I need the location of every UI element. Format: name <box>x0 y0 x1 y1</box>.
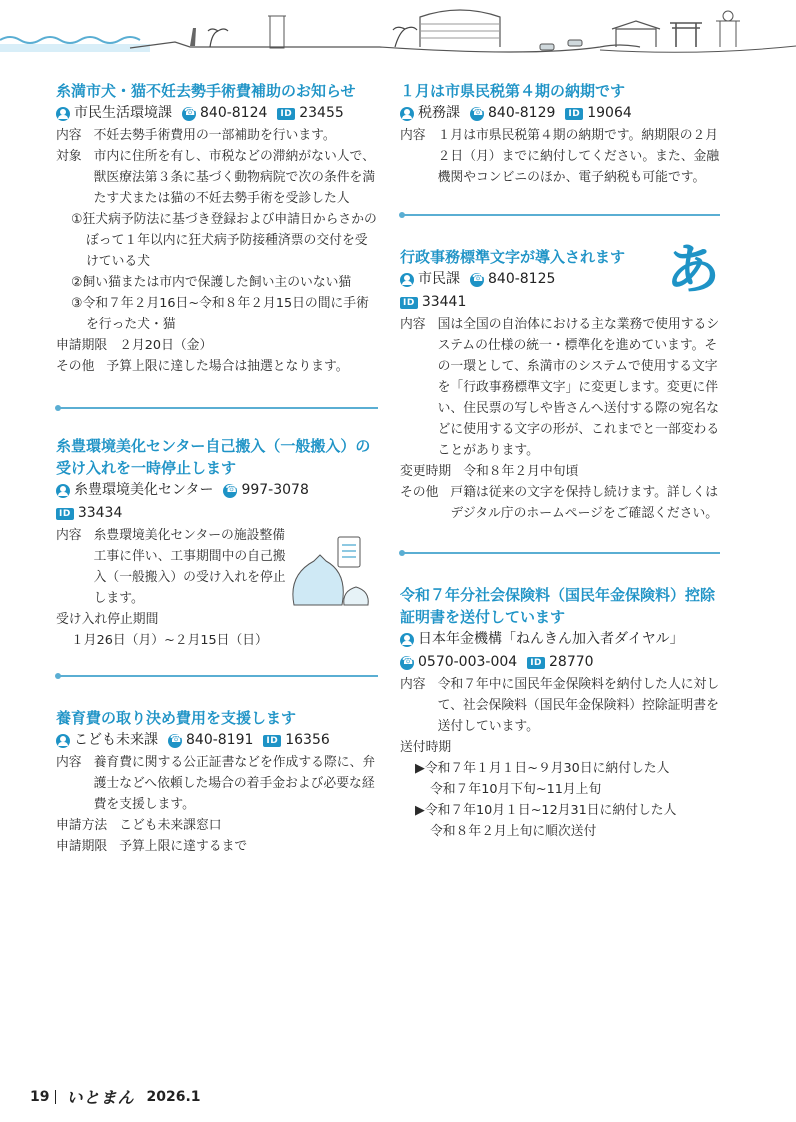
section-divider <box>56 675 378 677</box>
article-title: 養育費の取り決め費用を支援します <box>56 709 297 727</box>
schedule-item-date: 令和８年２月上旬に順次送付 <box>430 824 597 839</box>
id-search-icon: ID <box>565 108 583 120</box>
article-pension-deduction-certificate <box>400 584 720 842</box>
condition-item: ③令和７年２月16日~令和８年２月15日の間に手術を行った犬・猫 <box>71 296 369 332</box>
person-icon <box>400 273 414 287</box>
article-body <box>400 674 720 842</box>
label-naiyo: 内容 <box>400 677 426 692</box>
condition-item: ①狂犬病予防法に基づき登録および申請日からさかのぼって１年以内に狂犬病予防接種済票の交付を受けている犬 <box>71 212 377 269</box>
contact-row <box>400 268 640 314</box>
article-title: 糸満市犬・猫不妊去勢手術費補助のお知らせ <box>56 82 356 100</box>
article-title: 行政事務標準文字が導入されます <box>400 248 626 266</box>
naiyo-text: 令和７年中に国民年金保険料を納付した人に対して、社会保険料（国民年金保険料）控除証明書を送付しています。 <box>437 677 720 734</box>
article-body <box>56 525 378 651</box>
right-column <box>400 80 720 842</box>
label-naiyo: 内容 <box>400 128 426 143</box>
contact-row <box>56 102 378 125</box>
page-id: 23455 <box>299 105 344 121</box>
footer-divider <box>55 1090 56 1104</box>
id-search-icon: ID <box>400 297 418 309</box>
label-sonota: その他 <box>400 485 439 500</box>
label-jiki: 変更時期 <box>400 464 452 479</box>
label-kigen: 申請期限 <box>56 839 108 854</box>
page-id: 19064 <box>587 105 632 121</box>
label-naiyo: 内容 <box>400 317 426 332</box>
phone-number: 0570-003-004 <box>418 654 518 670</box>
article-body <box>400 125 720 188</box>
article-body <box>56 125 378 377</box>
article-waste-center-suspension <box>56 435 378 651</box>
dept-name: 糸豊環境美化センター <box>74 482 214 498</box>
label-sonota: その他 <box>56 359 95 374</box>
article-title: 令和７年分社会保険料（国民年金保険料）控除証明書を送付しています <box>400 586 716 626</box>
jiki-text: 令和８年２月中旬頃 <box>463 464 579 479</box>
magazine-logo: いとまん <box>66 1088 135 1107</box>
phone-icon <box>400 656 414 670</box>
article-body <box>56 752 378 857</box>
person-icon <box>56 484 70 498</box>
person-icon <box>400 107 414 121</box>
article-resident-tax-deadline <box>400 80 720 188</box>
phone-number: 840-8191 <box>186 732 254 748</box>
phone-number: 840-8124 <box>200 105 268 121</box>
schedule-item: ▶令和７年１月１日~９月30日に納付した人 <box>415 761 670 776</box>
person-icon <box>56 734 70 748</box>
phone-icon <box>470 273 484 287</box>
id-search-icon: ID <box>56 508 74 520</box>
article-title: 糸豊環境美化センター自己搬入（一般搬入）の受け入れを一時停止します <box>56 437 371 477</box>
contact-row <box>400 102 720 125</box>
sonota-text: 戸籍は従来の文字を保持し続けます。詳しくはデジタル庁のホームページをご確認ください。 <box>450 485 719 521</box>
naiyo-text: 不妊去勢手術費用の一部補助を行います。 <box>93 128 336 143</box>
phone-number: 997-3078 <box>241 482 309 498</box>
id-search-icon: ID <box>263 735 281 747</box>
dept-name: 市民課 <box>418 271 460 287</box>
contact-row <box>400 628 720 674</box>
phone-icon <box>223 484 237 498</box>
label-kigen: 申請期限 <box>56 338 108 353</box>
article-standard-characters <box>400 238 720 524</box>
naiyo-text: 養育費に関する公正証書などを作成する際に、弁護士などへ依頼した場合の着手金および必要な経費を支援します。 <box>93 755 376 812</box>
page-footer <box>30 1085 201 1108</box>
page-id: 33434 <box>77 505 123 521</box>
left-column <box>56 80 378 857</box>
phone-icon <box>168 734 182 748</box>
page-id: 28770 <box>549 654 594 670</box>
label-taisho: 対象 <box>56 149 82 164</box>
label-naiyo: 内容 <box>56 528 82 543</box>
hiragana-a-illustration: あ <box>666 238 720 301</box>
dept-name: 日本年金機構「ねんきん加入者ダイヤル」 <box>418 631 684 647</box>
dept-name: こども未来課 <box>74 732 158 748</box>
issue-date: 2026.1 <box>146 1088 201 1105</box>
label-naiyo: 内容 <box>56 755 82 770</box>
phone-icon <box>182 107 196 121</box>
article-pet-surgery-subsidy <box>56 80 378 377</box>
person-icon <box>400 633 414 647</box>
label-soufu: 送付時期 <box>400 740 452 755</box>
dept-name: 税務課 <box>418 105 460 121</box>
label-naiyo: 内容 <box>56 128 82 143</box>
section-divider <box>400 214 720 216</box>
naiyo-text: 糸豊環境美化センターの施設整備工事に伴い、工事期間中の自己搬入（一般搬入）の受け入れを停止します。 <box>93 528 286 606</box>
hoho-text: こども未来課窓口 <box>119 818 222 833</box>
taisho-text: 市内に住所を有し、市税などの滞納がない人で、獣医療法第３条に基づく動物病院で次の条件を満たす犬または猫の不妊去勢手術を受診した人 <box>93 149 376 206</box>
naiyo-text: 国は全国の自治体における主な業務で使用するシステムの仕様の統一・標準化を進めています。その一環として、糸満市のシステムで使用する文字を「行政事務標準文字」に変更します。変更に伴い、住民票の写しや皆さんへ送付する際の宛名などに使用する文字の形が、これまでと一部変わることがあります。 <box>437 317 720 458</box>
header-illustration <box>0 0 796 70</box>
id-search-icon: ID <box>527 657 545 669</box>
label-period: 受け入れ停止期間 <box>56 612 159 627</box>
kigen-text: ２月20日（金） <box>119 338 213 353</box>
schedule-item: ▶令和７年10月１日~12月31日に納付した人 <box>415 803 677 818</box>
phone-number: 840-8125 <box>488 271 556 287</box>
page-number: 19 <box>30 1088 50 1105</box>
person-icon <box>56 107 70 121</box>
id-search-icon: ID <box>277 108 295 120</box>
article-body <box>400 314 720 524</box>
contact-row <box>56 729 378 752</box>
naiyo-text: １月は市県民税第４期の納期です。納期限の２月２日（月）までに納付してください。また、金融機関やコンビニのほか、電子納税も可能です。 <box>437 128 720 185</box>
label-hoho: 申請方法 <box>56 818 108 833</box>
contact-row <box>56 479 378 525</box>
article-child-support-aid <box>56 707 378 857</box>
phone-icon <box>470 107 484 121</box>
schedule-item-date: 令和７年10月下旬~11月上旬 <box>430 782 602 797</box>
page-id: 16356 <box>285 732 330 748</box>
section-divider <box>400 552 720 554</box>
condition-item: ②飼い猫または市内で保護した飼い主のいない猫 <box>71 275 352 290</box>
sonota-text: 予算上限に達した場合は抽選となります。 <box>106 359 349 374</box>
page-id: 33441 <box>421 294 467 310</box>
dept-name: 市民生活環境課 <box>74 105 172 121</box>
section-divider <box>56 407 378 409</box>
kigen-text: 予算上限に達するまで <box>119 839 248 854</box>
article-title: １月は市県民税第４期の納期です <box>400 82 626 100</box>
phone-number: 840-8129 <box>488 105 556 121</box>
period-text: １月26日（月）~２月15日（日） <box>71 633 268 648</box>
garbage-bag-illustration <box>288 535 378 615</box>
